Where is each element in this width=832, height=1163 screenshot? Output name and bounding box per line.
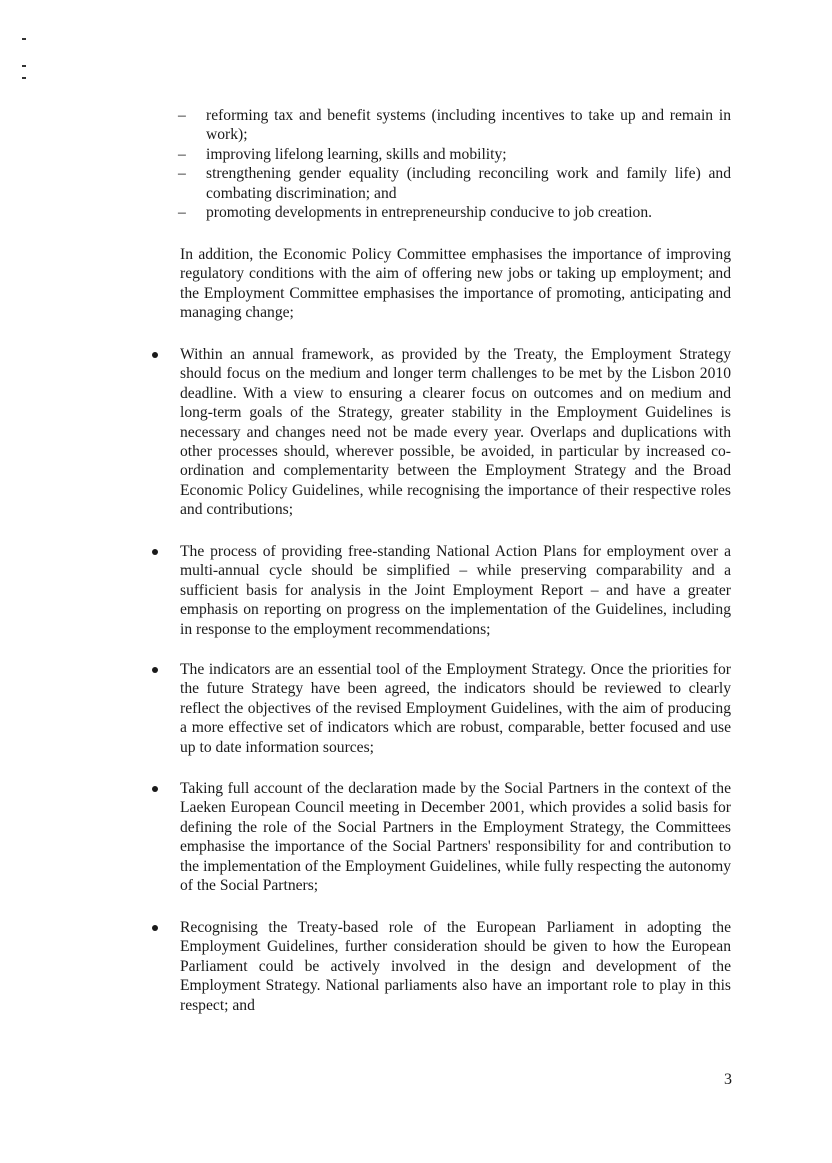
dash-marker: – [178,145,186,163]
bullet-item-national-action-plans [152,542,731,639]
dash-marker: – [178,204,186,222]
page-number: 3 [724,1071,732,1088]
margin-mark [22,77,26,79]
dash-marker: – [178,107,186,124]
margin-mark [22,38,26,40]
dash-item-text: strengthening gender equality (including reconciling work and family life) and combating discrimination; and [206,165,731,202]
margin-mark [22,65,26,67]
dash-item-text: improving lifelong learning, skills and mobility; [206,145,507,163]
bullet-marker [152,352,158,358]
bullet-text: The process of providing free-standing National Action Plans for employment over a multi-annual cycle should be simplified – while preserving comparability and a sufficient basis for analysis in the Joint Employment Report – and have a greater emphasis on reporting on progress on the implementation of the Guidelines, including in response to the employment recommendations; [180,543,731,638]
bullet-item-european-parliament [152,918,731,1015]
bullet-item-annual-framework [152,345,731,520]
bullet-text: The indicators are an essential tool of the Employment Strategy. Once the priorities for the future Strategy have been agreed, the indicators should be reviewed to clearly reflect the objectives of the revised Employment Guidelines, with the aim of producing a more effective set of indicators which are robust, comparable, better focused and use up to date information sources; [180,661,731,756]
addition-paragraph: In addition, the Economic Policy Committee emphasises the importance of improving regulatory conditions with the aim of offering new jobs or taking up employment; and the Employment Committee emphasises the importance of promoting, anticipating and managing change; [180,246,731,322]
bullet-text: Within an annual framework, as provided by the Treaty, the Employment Strategy should focus on the medium and longer term challenges to be met by the Lisbon 2010 deadline. With a view to ensuring a clearer focus on outcomes and on medium and long-term goals of the Strategy, greater stability in the Employment Guidelines is necessary and changes need not be made every year. Overlaps and duplications with other processes should, wherever possible, be avoided, in particular by increased co-ordination and complementarity between the Employment Strategy and the Broad Economic Policy Guidelines, while recognising the importance of their respective roles and contributions; [180,346,731,519]
bullet-marker [152,667,158,673]
dash-item-text: promoting developments in entrepreneurship conducive to job creation. [206,204,653,222]
bullet-marker [152,786,158,792]
bullet-text: Taking full account of the declaration made by the Social Partners in the context of the Laeken European Council meeting in December 2001, which provides a solid basis for defining the role of the Social Partners in the Employment Strategy, the Committees emphasise the importance of the Social Partners' responsibility for and contribution to the implementation of the Employment Guidelines, while fully respecting the autonomy of the Social Partners; [180,780,731,895]
bullet-marker [152,925,158,931]
bullet-item-social-partners [152,779,731,895]
dash-list-item [178,164,731,203]
bullet-text: Recognising the Treaty-based role of the European Parliament in adopting the Employment Guidelines, further consideration should be given to how the European Parliament could be actively involved in the design and development of the Employment Strategy. National parliaments also have an important role to play in this respect; and [180,919,731,1014]
dash-list [178,106,731,222]
dash-list-item [178,203,731,222]
dash-marker: – [178,165,186,183]
bullet-marker [152,549,158,555]
dash-list-item [178,145,731,164]
dash-item-text: reforming tax and benefit systems (including incentives to take up and remain in work); [206,107,731,144]
dash-list-item [178,106,731,145]
bullet-item-indicators [152,660,731,757]
